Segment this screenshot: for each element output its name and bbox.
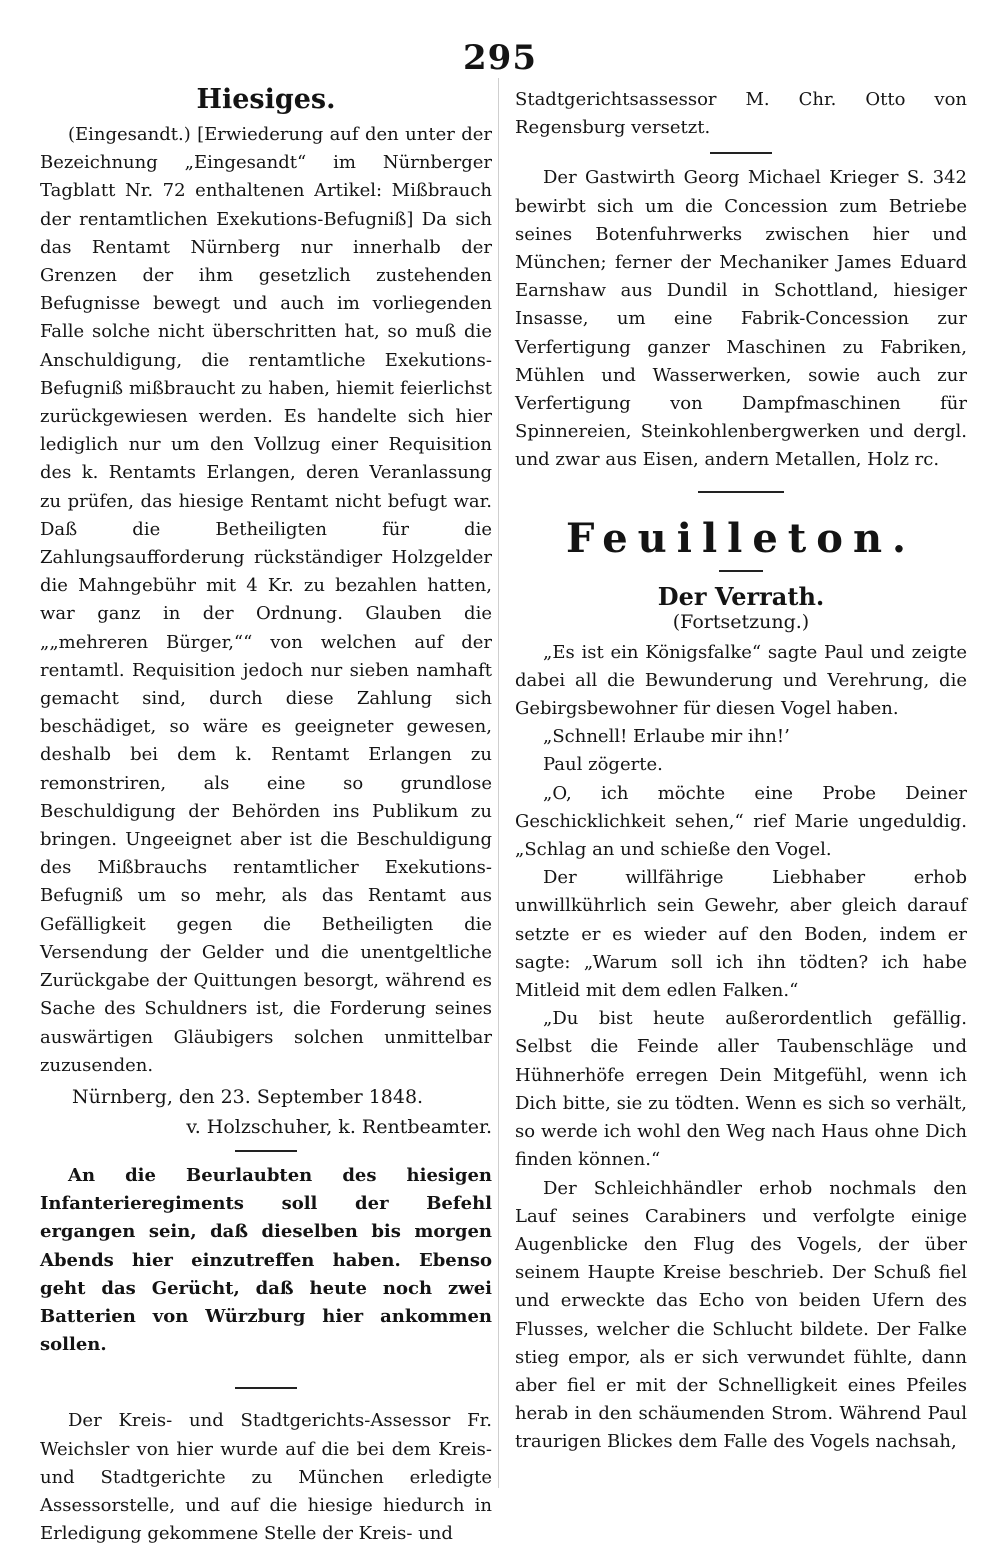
article-assessor-continuation: Stadtgerichtsassessor M. Chr. Otto von Regensburg versetzt. (515, 89, 967, 139)
story-paragraph: Der willfährige Liebhaber erhob unwillkührlich sein Gewehr, aber gleich darauf setzte er es wieder auf den Boden, indem er sagte: „Warum soll ich ihn tödten? ich habe Mitleid mit dem edlen Falken.“ (515, 867, 967, 1002)
story-paragraph: „Du bist heute außerordentlich gefällig. Selbst die Feinde aller Taubenschläge und Hühnerhöfe erregen Dein Mitgefühl, wenn ich Dich bitte, sie zu tödten. Wenn es sich so verhält, so werde ich wohl den Weg nach Haus ohne Dich finden können.“ (515, 1008, 967, 1171)
story-paragraph: „Schnell! Erlaube mir ihn!’ (543, 726, 790, 748)
separator-rule (719, 570, 763, 572)
article-assessor: Der Kreis- und Stadtgerichts-Assessor Fr. Weichsler von hier wurde auf die bei dem Kreis- und Stadtgerichte zu München erledigte Assessorstelle, und auf die hiesige hiedurch in Erledigung gekommene Stelle der Kreis- und (40, 1410, 492, 1545)
article-dateline: Nürnberg, den 23. September 1848. (72, 1085, 424, 1108)
story-paragraph: Der Schleichhändler erhob nochmals den Lauf seines Carabiners und verfolgte einige Augenblicke den Flug des Vogels, der über seinem Haupte Kreise beschrieb. Der Schuß fiel und erweckte das Echo von beiden Ufern des Flusses, welcher die Schlucht bildete. Der Falke stieg empor, als er sich verwundet fühlte, dann aber fiel er mit der Schnelligkeit eines Pfeiles herab in den schäumenden Strom. Während Paul traurigen Blickes dem Falle des Vogels nachsah, (515, 1177, 967, 1453)
article-rentamt: (Eingesandt.) [Erwiederung auf den unter der Bezeichnung „Eingesandt“ im Nürnberger Tagblatt Nr. 72 enthaltenen Artikel: Mißbrauch der rentamtlichen Exekutions-Befugniß] Da sich das Rentamt Nürnberg nur innerhalb der Grenzen der ihm gesetzlich zustehenden Befugnisse bewegt und auch im vorliegenden Falle solche nicht überschritten hat, so muß die Anschuldigung, die rentamtliche Exekutions-Befugniß mißbraucht zu haben, hiemit feierlichst zurückgewiesen werden. Es handelte sich hier lediglich nur um den Vollzug einer Requisition des k. Rentamts Erlangen, deren Veranlassung zu prüfen, das hiesige Rentamt nicht befugt war. Daß die Betheiligten für die Zahlungsaufforderung rückständiger Holzgelder die Mahngebühr mit 4 Kr. zu bezahlen hatten, war ganz in der Ordnung. Glauben die „„mehreren Bürger,““ von welchen auf der rentamtl. Requisition jedoch nur sieben namhaft gemacht sind, durch diese Zahlung sich beschädiget, so wäre es geeigneter gewesen, deshalb bei dem k. Rentamt Erlangen zu remonstriren, als eine so grundlose Beschuldigung der Behörden ins Publikum zu bringen. Ungeeignet aber ist die Beschuldigung des Mißbrauchs rentamtlicher Exekutions-Befugniß um so mehr, als das Rentamt aus Gefälligkeit gegen die Betheiligten die Versendung der Gelder und die unentgeltliche Zurückgabe der Quittungen besorgt, während es Sache des Schuldners ist, die Forderung seines auswärtigen Gläubigers solchen unmittelbar zuzusenden. (40, 124, 492, 1076)
separator-rule (235, 1387, 297, 1389)
column-divider (498, 78, 499, 1488)
story-subtitle: (Fortsetzung.) (672, 610, 810, 633)
article-concession: Der Gastwirth Georg Michael Krieger S. 342 bewirbt sich um die Concession zum Betriebe seines Botenfuhrwerks zwischen hier und München; ferner der Mechaniker James Eduard Earnshaw aus Dundil in Schottland, hiesiger Insasse, um eine Fabrik-Concession zur Verfertigung ganzer Maschinen zu Fabriken, Mühlen und Wasserwerken, sowie auch zur Verfertigung von Dampfmaschinen für Spinnereien, Steinkohlenbergwerken und dergl. und zwar aus Eisen, andern Metallen, Holz rc. (515, 167, 967, 471)
feuilleton-heading: Feuilleton. (566, 514, 916, 562)
separator-rule (710, 152, 772, 154)
separator-rule (235, 1150, 297, 1152)
separator-rule (698, 491, 784, 493)
section-heading-hiesiges: Hiesiges. (196, 84, 336, 115)
page-number: 295 (463, 38, 537, 78)
story-paragraph: „Es ist ein Königsfalke“ sagte Paul und zeigte dabei all die Bewunderung und Verehrung, die Gebirgsbewohner für diesen Vogel haben. (515, 641, 967, 720)
left-column (40, 80, 492, 1548)
story-title: Der Verrath. (657, 581, 825, 611)
right-column (515, 80, 967, 1457)
story-paragraph: Paul zögerte. (543, 754, 663, 776)
article-beurlaubte: An die Beurlaubten des hiesigen Infanterieregiments soll der Befehl ergangen sein, daß dieselben bis morgen Abends hier einzutreffen haben. Ebenso geht das Gerücht, daß heute noch zwei Batterien von Würzburg hier ankommen sollen. (40, 1164, 492, 1356)
article-signature: v. Holzschuher, k. Rentbeamter. (186, 1115, 492, 1138)
story-paragraph: „O, ich möchte eine Probe Deiner Geschicklichkeit sehen,“ rief Marie ungeduldig. „Schlag an und schieße den Vogel. (515, 782, 967, 861)
